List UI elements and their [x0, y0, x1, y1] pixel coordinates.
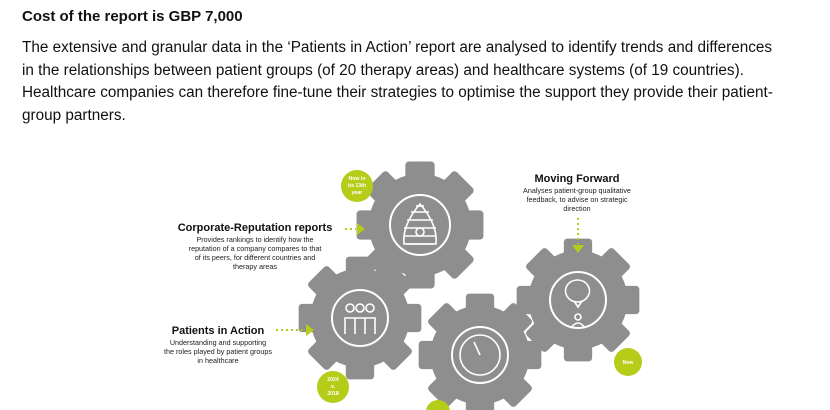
label-moving-forward-desc: direction: [563, 204, 591, 213]
badge-year-line: its 13th: [347, 183, 367, 189]
badge-compare-line: v.: [331, 384, 335, 390]
label-corporate: [178, 222, 333, 271]
label-corporate-desc: therapy areas: [233, 262, 277, 271]
label-corporate-desc: of its peers, for different countries and: [194, 253, 316, 262]
badge-year: [341, 170, 373, 202]
description-line: group partners.: [22, 106, 126, 124]
description-line: Healthcare companies can therefore fine-tune their strategies to optimise the support they provide their patient-: [22, 84, 773, 101]
label-corporate-desc: Provides rankings to identify how the: [196, 235, 314, 244]
report-infographic: [0, 140, 830, 410]
badge-new: [614, 348, 642, 376]
badge-year-line: year: [351, 190, 363, 196]
badge-year-line: Now in: [348, 176, 366, 182]
report-description: [22, 37, 812, 127]
description-line: in the relationships between patient groups (of 20 therapy areas) and healthcare systems (of 19 countries).: [22, 61, 744, 79]
gear-corporate: [357, 162, 484, 289]
label-patients-title: Patients in Action: [171, 325, 265, 337]
label-patients-desc: in healthcare: [197, 356, 239, 365]
label-moving-forward: [523, 173, 631, 213]
badge-new-label: New: [622, 360, 634, 366]
label-patients-desc: the roles played by patient groups: [164, 347, 272, 356]
report-cost-heading: Cost of the report is GBP 7,000: [22, 8, 243, 25]
label-moving-forward-title: Moving Forward: [534, 173, 620, 185]
badge-compare-line: 2018: [327, 391, 339, 397]
badge-compare: [317, 371, 349, 403]
description-line: The extensive and granular data in the ‘Patients in Action’ report are analysed to identify trends and differences: [22, 39, 773, 56]
badge-compare-line: 2024: [327, 377, 339, 383]
label-moving-forward-desc: Analyses patient-group qualitative: [523, 186, 631, 195]
label-patients: [164, 325, 272, 365]
arrow-patients: [276, 324, 314, 336]
label-patients-desc: Understanding and supporting: [169, 338, 267, 347]
label-corporate-title: Corporate-Reputation reports: [177, 222, 333, 234]
label-moving-forward-desc: feedback, to advise on strategic: [526, 195, 628, 204]
label-corporate-desc: reputation of a company compares to that: [188, 244, 322, 253]
